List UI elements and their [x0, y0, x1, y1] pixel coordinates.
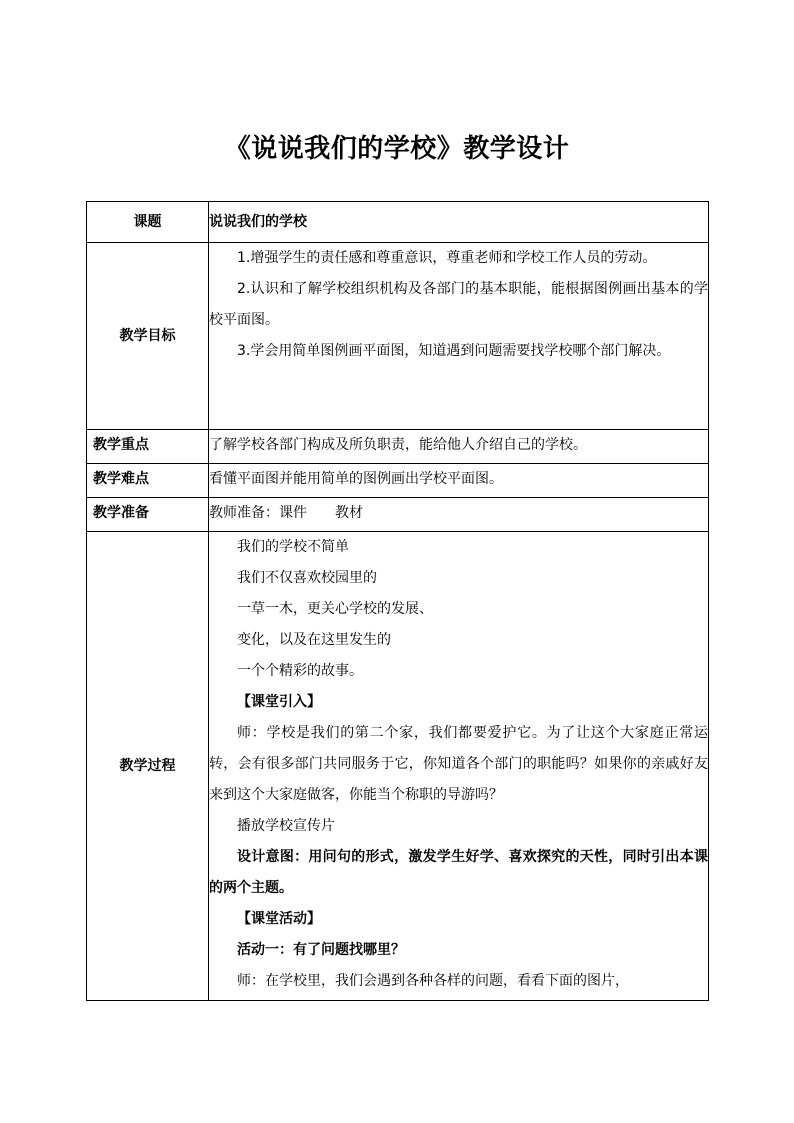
objective-item: 1.增强学生的责任感和尊重意识，尊重老师和学校工作人员的劳动。 [237, 250, 657, 266]
topic-value: 说说我们的学校 [209, 202, 709, 243]
difficulties-label: 教学难点 [87, 464, 209, 498]
key-points-value: 了解学校各部门构成及所负职责，能给他人介绍自己的学校。 [209, 430, 709, 464]
poem-line: 变化，以及在这里发生的 [237, 632, 391, 648]
difficulties-row [87, 464, 709, 498]
difficulties-value: 看懂平面图并能用简单的图例画出学校平面图。 [209, 464, 709, 498]
poem-line: 我们不仅喜欢校园里的 [237, 570, 377, 586]
activity-heading: 【课堂活动】 [237, 911, 321, 927]
activity-one-title: 活动一：有了问题找哪里？ [237, 942, 405, 958]
process-label: 教学过程 [87, 532, 209, 1001]
key-points-label: 教学重点 [87, 430, 209, 464]
preparation-textbook: 教材 [335, 505, 363, 521]
preparation-value [209, 498, 709, 532]
document-title: 《说说我们的学校》教学设计 [224, 134, 570, 164]
preparation-courseware: 教师准备：课件 [209, 505, 307, 521]
key-points-row [87, 430, 709, 464]
poem-line: 一个个精彩的故事。 [237, 663, 363, 679]
process-content [209, 532, 709, 1001]
intro-text: 师：学校是我们的第二个家，我们都要爱护它。为了让这个大家庭正常运转，会有很多部门共同服务于它，你知道各个部门的职能吗？如果你的亲戚好友来到这个大家庭做客，你能当个称职的导游吗？ [209, 725, 708, 803]
objective-item: 2.认识和了解学校组织机构及各部门的基本职能，能根据图例画出基本的学校平面图。 [209, 281, 708, 328]
preparation-row [87, 498, 709, 532]
objectives-label: 教学目标 [87, 243, 209, 430]
topic-row [87, 202, 709, 243]
topic-label: 课题 [87, 202, 209, 243]
poem-line: 一草一木，更关心学校的发展、 [237, 601, 433, 617]
objectives-content [209, 243, 709, 430]
design-intent: 设计意图：用问句的形式，激发学生好学、喜欢探究的天性，同时引出本课的两个主题。 [209, 849, 708, 896]
process-row [87, 532, 709, 1001]
intro-heading: 【课堂引入】 [237, 694, 321, 710]
preparation-label: 教学准备 [87, 498, 209, 532]
activity-one-text: 师：在学校里，我们会遇到各种各样的问题，看看下面的图片， [237, 973, 629, 989]
poem-line: 我们的学校不简单 [237, 539, 349, 555]
objectives-row [87, 243, 709, 430]
lesson-plan-table [86, 201, 709, 1001]
video-note: 播放学校宣传片 [237, 818, 335, 834]
objective-item: 3.学会用简单图例画平面图，知道遇到问题需要找学校哪个部门解决。 [237, 343, 671, 359]
